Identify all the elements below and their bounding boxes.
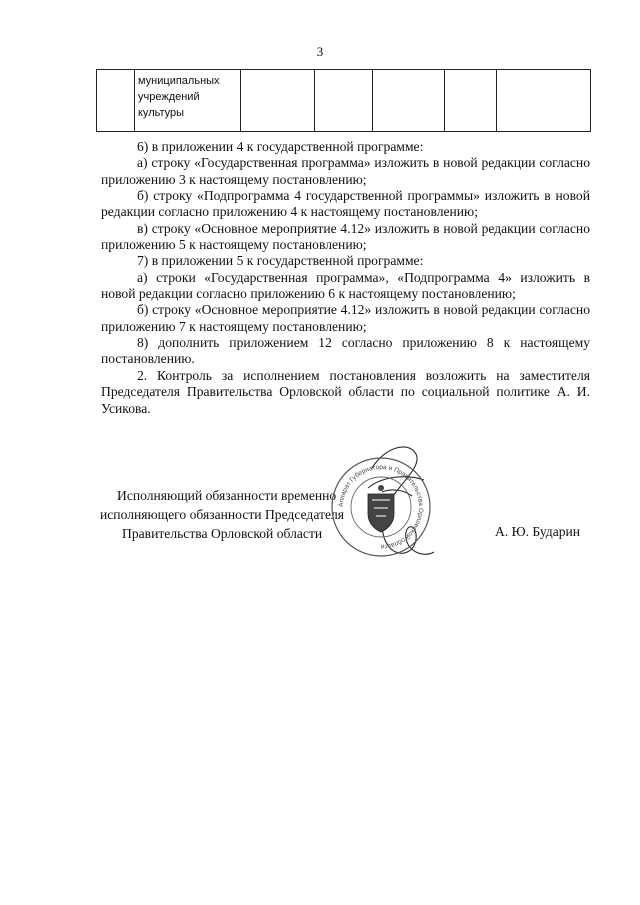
paragraph: а) строки «Государственная программа», «Подпрограмма 4» изложить в новой редакции согласно приложению 6 к настоящему постановлению;: [101, 269, 590, 302]
signatory-name: А. Ю. Бударин: [495, 524, 581, 539]
table-cell: [315, 70, 373, 132]
table-row: [97, 70, 591, 132]
paragraph: 6) в приложении 4 к государственной программе:: [137, 139, 424, 154]
paragraph: б) строку «Подпрограмма 4 государственной программы» изложить в новой редакции согласно приложению 4 к настоящему постановлению;: [101, 188, 590, 220]
paragraph: б) строку «Основное мероприятие 4.12» изложить в новой редакции согласно приложению 7 к настоящему постановлению;: [101, 302, 590, 334]
table-label-cell: [135, 70, 241, 132]
table-cell: [445, 70, 497, 132]
table-cell: [373, 70, 445, 132]
table-cell: [97, 70, 135, 132]
signature-position-line: Правительства Орловской области: [122, 526, 323, 541]
official-seal: [312, 430, 447, 580]
paragraph: а) строку «Государственная программа» изложить в новой редакции согласно приложению 3 к настоящему постановлению;: [101, 155, 590, 187]
paragraph: 2. Контроль за исполнением постановления возложить на заместителя Председателя Правительства Орловской области по социальной политике А. И. Усикова.: [101, 367, 590, 416]
header-table: [96, 69, 591, 132]
table-cell-line: учреждений: [138, 91, 200, 103]
signature-position-line: исполняющего обязанности Председателя: [100, 507, 345, 522]
page-number: 3: [316, 44, 324, 59]
table-cell: [497, 70, 591, 132]
paragraph: 8) дополнить приложением 12 согласно приложению 8 к настоящему постановлению.: [101, 335, 590, 367]
signature-position-line: Исполняющий обязанности временно: [117, 488, 337, 503]
body-text: [101, 139, 590, 417]
table-cell-line: культуры: [138, 107, 185, 119]
paragraph: 7) в приложении 5 к государственной программе:: [137, 253, 424, 269]
table-cell: [241, 70, 315, 132]
seal-ring-text: Аппарат Губернатора и Правительства Орловской области: [337, 463, 425, 551]
paragraph: в) строку «Основное мероприятие 4.12» изложить в новой редакции согласно приложению 5 к настоящему постановлению;: [101, 220, 590, 253]
table-cell-line: муниципальных: [138, 75, 220, 87]
